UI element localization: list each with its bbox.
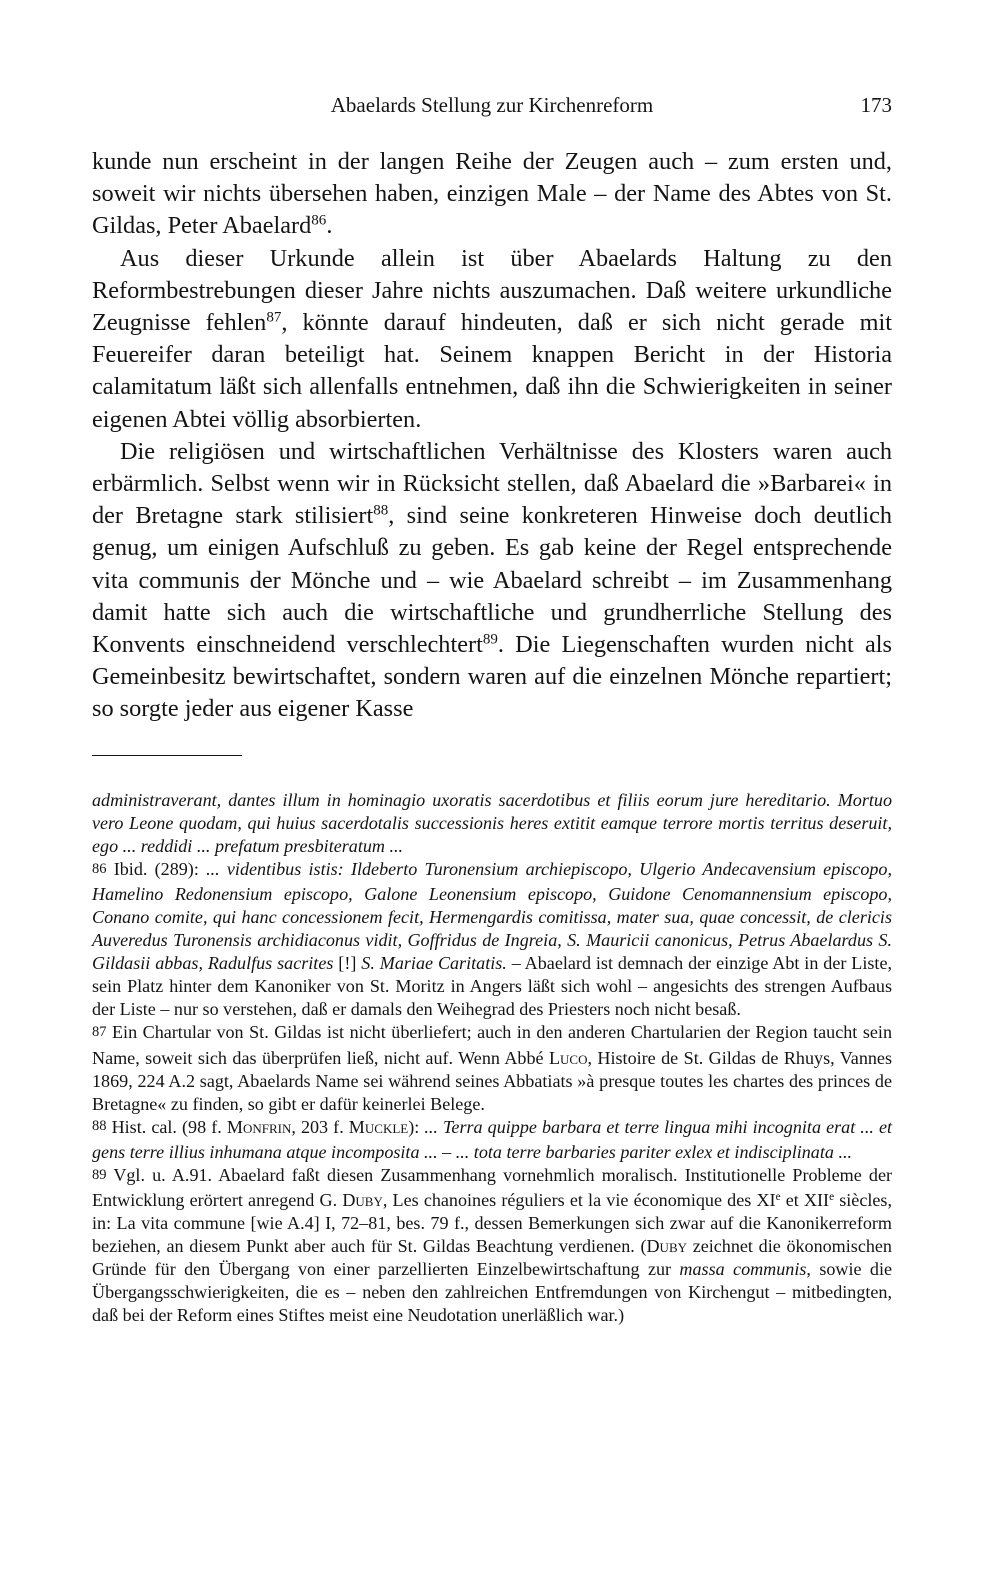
footnote-89-text-g: , sowie die Übergangsschwierigkeiten, die es – neben den zahlreichen Entfremdungen von Kirchengut – mitbedingten, daß bei der Reform eines Stiftes meist eine Neudotation unerläßlich war.): [92, 1258, 893, 1326]
paragraph-2-text-a: Aus dieser Urkunde allein ist über Abaelards Haltung zu den Reformbestrebungen dieser Jahre nichts auszumachen. Daß weitere urkundliche Zeugnisse fehlen: [92, 244, 892, 337]
footnote-86: [92, 858, 892, 1021]
century-suffix: e: [829, 1190, 835, 1203]
footnote-86-source: Ibid. (289):: [113, 859, 207, 880]
footnote-88: [92, 1116, 892, 1164]
footnote-separator: [92, 755, 242, 756]
author-name: Muckle: [348, 1116, 409, 1137]
footnote-86-quote-end: S. Mariae Caritatis.: [361, 953, 507, 974]
paragraph-1: [92, 146, 892, 243]
paragraph-3-text-a: Die religiösen und wirtschaftlichen Verhältnisse des Klosters waren auch erbärmlich. Selbst wenn wir in Rücksicht stellen, daß Abaelard die »Barbarei« in der Bretagne stark stilisiert: [92, 437, 892, 530]
running-title: Abaelards Stellung zur Kirchenreform: [330, 93, 654, 117]
footnote-ref-86: 86: [311, 213, 327, 230]
paragraph-1-text: kunde nun erscheint in der langen Reihe der Zeugen auch – zum ersten und, soweit wir nichts übersehen haben, einzigen Male – der Name des Abtes von St. Gildas, Peter Abaelard: [92, 148, 892, 240]
footnote-87-text-a: Ein Chartular von St. Gildas ist nicht überliefert; auch in den anderen Chartularien der Region taucht sein Name, soweit sich das überprüfen ließ, nicht auf. Wenn Abbé: [92, 1022, 892, 1068]
footnote-number: 87: [92, 1024, 107, 1041]
latin-term: massa communis: [679, 1258, 807, 1279]
footnote-87: [92, 1021, 892, 1115]
footnotes: [92, 789, 892, 1327]
paragraph-3-text-b: , sind seine konkreteren Hinweise doch deutlich genug, um einigen Aufschluß zu geben. Es gab keine der Regel entsprechende vita communis der Mönche und – wie Abaelard schreibt – im Zusammenhang damit hatte sich auch die wirtschaftliche und grundherrliche Stellung des Konvents einschneidend verschlechtert: [92, 502, 892, 659]
footnote-89-text-b: , Les chanoines réguliers et la vie économique des XI: [382, 1189, 776, 1210]
author-name: Monfrin: [226, 1116, 292, 1137]
author-name: Duby: [342, 1189, 383, 1210]
footnote-continuation-text: administraverant, dantes illum in hominagio uxoratis sacerdotibus et filiis eorum jure hereditario. Mortuo vero Leone quodam, qui huius sacerdotalis successionis heres extitit eamque terrore mortis territus deseruit, ego ... reddidi ... prefatum presbiteratum ...: [92, 790, 892, 857]
footnote-86-comment: – Abaelard ist demnach der einzige Abt in der Liste, sein Platz hinter dem Kanoniker von St. Moritz in Angers läßt sich wohl – angesichts des strengen Aufbaus der Liste – nur so verstehen, daß er damals den Weihegrad des Priesters noch nicht besaß.: [92, 953, 892, 1020]
footnote-88-quote: ... Terra quippe barbara et terre lingua mihi incognita erat ... et gens terre illius inhumana atque incomposita ... – ... tota terre barbaries pariter exlex et indisciplinata ...: [92, 1116, 893, 1162]
footnote-number: 86: [92, 860, 107, 877]
footnote-89-text-c: et XII: [780, 1189, 830, 1210]
author-name: Duby: [646, 1235, 687, 1256]
footnote-ref-87: 87: [266, 309, 282, 326]
footnote-89: [92, 1164, 892, 1327]
page-number: 173: [860, 93, 892, 117]
footnote-continuation: [92, 789, 892, 858]
running-head: [92, 93, 892, 123]
footnote-87-text-b: , Histoire de St. Gildas de Rhuys, Vannes 1869, 224 A.2 sagt, Abaelards Name sei während seines Abbatiats »à presque toutes les chartes des princes de Bretagne« zu finden, so gibt er dafür keinerlei Belege.: [92, 1047, 892, 1114]
author-name: Luco: [548, 1047, 588, 1068]
footnote-89-text-a: Vgl. u. A.91. Abaelard faßt diesen Zusammenhang vornehmlich moralisch. Institutionelle Probleme der Entwicklung erörtert anregend G.: [92, 1164, 892, 1210]
footnote-89-text-d: siècles, in: La vita commune [wie A.4] I, 72–81, bes. 79 f., dessen Bemerkungen sich zwar auf die Kanonikerreform beziehen, an diesem Punkt aber auch für St. Gildas Beachtung verdienen. (: [92, 1189, 892, 1256]
footnote-89-text-e: zeichnet die ökonomischen Gründe für den Übergang von einer parzellierten Einzelbewirtschaftung zur: [92, 1235, 892, 1279]
footnote-ref-88: 88: [373, 502, 389, 519]
footnote-88-text-c: ):: [408, 1116, 425, 1137]
footnote-88-text-b: , 203 f.: [291, 1116, 349, 1137]
paragraph-3: [92, 436, 892, 726]
footnote-number: 89: [92, 1166, 107, 1183]
footnote-88-text-a: Hist. cal. (98 f.: [111, 1116, 227, 1137]
paragraph-2: [92, 243, 892, 436]
footnote-86-quote: ... videntibus istis: Ildeberto Turonensium archiepiscopo, Ulgerio Andecavensium episcopo, Hamelino Redonensium episcopo, Galone Leonensium episcopo, Guidone Cenomannensium episcopo, Conano comite, qui hanc concessionem fecit, Hermengardis comitissa, mater sua, quae concessit, de clericis Auveredus Turonensis archidiaconus vidit, Goffridus de Ingreia, S. Mauricii canonicus, Petrus Abaelardus S. Gildasii abbas, Radulfus sacrites: [92, 859, 893, 974]
main-text: [92, 146, 892, 726]
paragraph-3-text-c: . Die Liegenschaften wurden nicht als Gemeinbesitz bewirtschaftet, sondern waren auf die einzelnen Mönche repartiert; so sorgte jeder aus eigener Kasse: [92, 631, 892, 723]
footnote-86-sic: [!]: [333, 953, 362, 974]
footnote-ref-89: 89: [482, 631, 498, 648]
footnote-number: 88: [92, 1118, 107, 1135]
paragraph-1-end: .: [326, 212, 333, 240]
century-suffix: e: [775, 1190, 781, 1203]
paragraph-2-text-b: , könnte darauf hindeuten, daß er sich nicht gerade mit Feuereifer daran beteiligt hat. Seinem knappen Bericht in der Historia calamitatum läßt sich allenfalls entnehmen, daß ihn die Schwierigkeiten in seiner eigenen Abtei völlig absorbierten.: [92, 309, 892, 433]
